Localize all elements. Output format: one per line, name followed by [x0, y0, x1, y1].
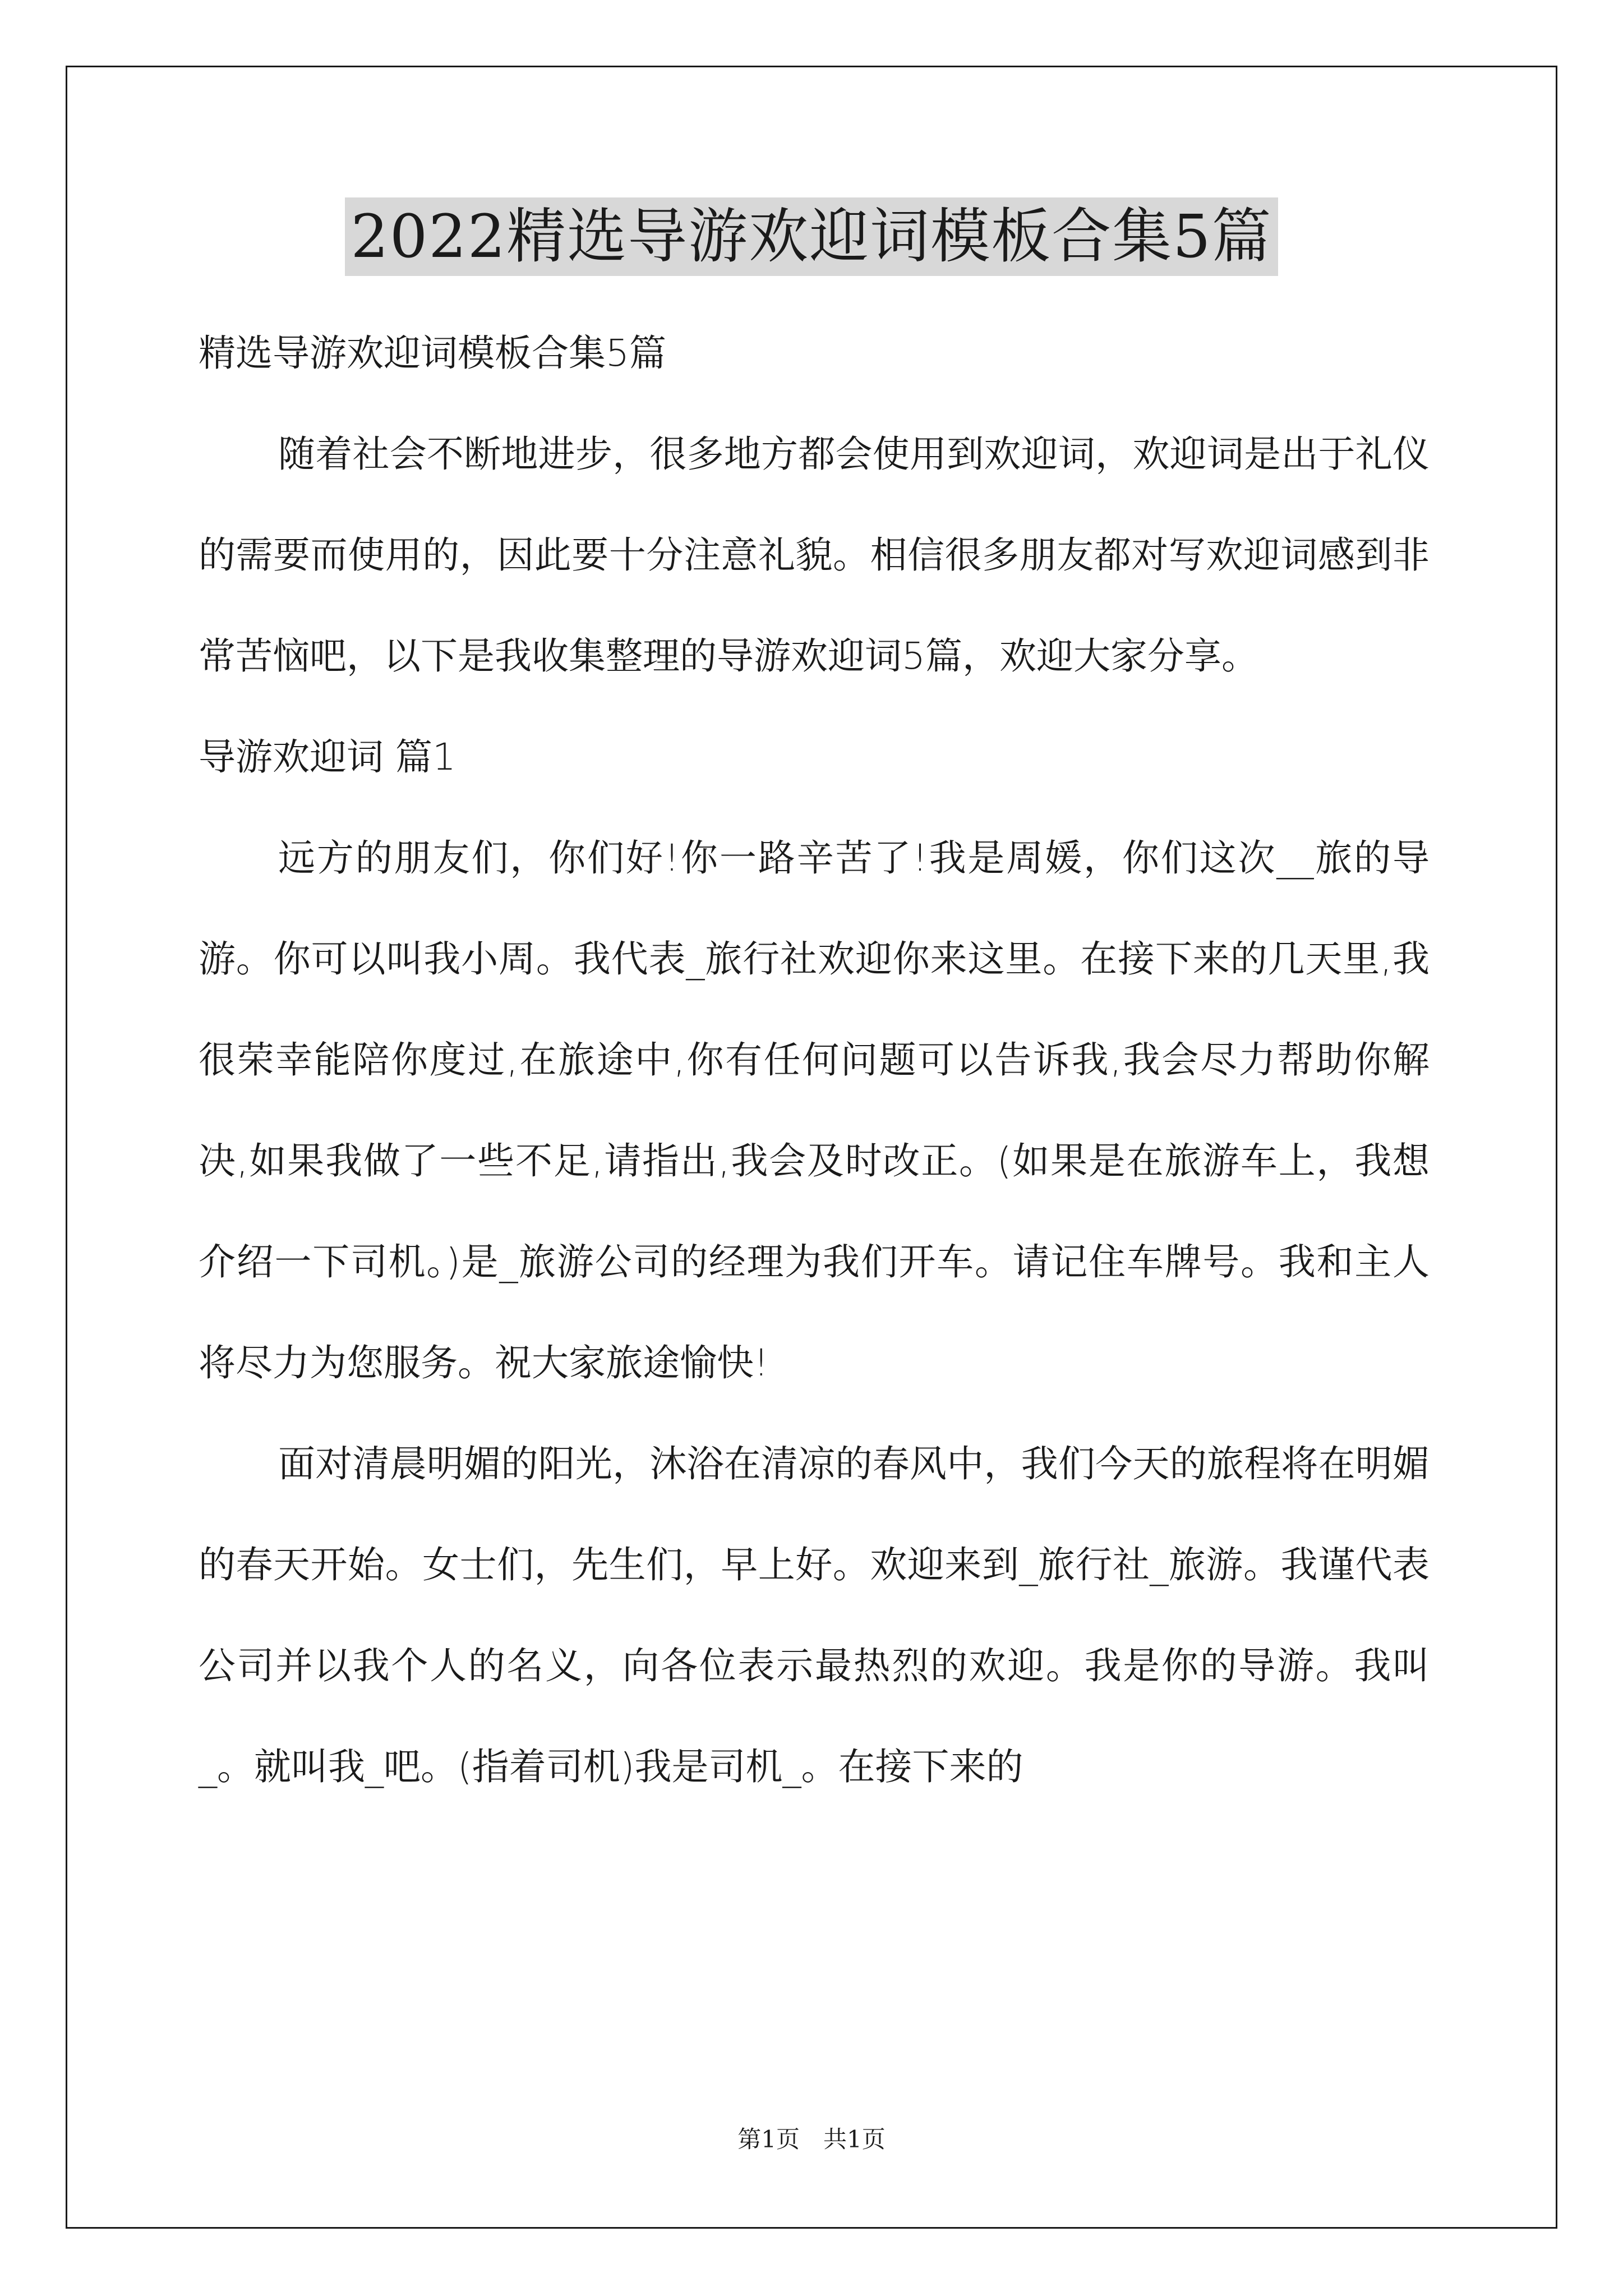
paragraph: 导游欢迎词 篇1 [199, 735, 456, 779]
document-body [199, 303, 1430, 1818]
paragraph: 远方的朋友们，你们好!你一路辛苦了!我是周媛，你们这次__旅的导游。你可以叫我小周。我代表_旅行社欢迎你来这里。在接下来的几天里,我很荣幸能陪你度过,在旅途中,你有任何问题可以告诉我,我会尽力帮助你解决,如果我做了一些不足,请指出,我会及时改正。(如果是在旅游车上，我想介绍一下司机。)是_旅游公司的经理为我们开车。请记住车牌号。我和主人将尽力为您服务。祝大家旅途愉快! [199, 836, 1430, 1384]
document-title: 2022精选导游欢迎词模板合集5篇 [345, 197, 1278, 276]
paragraph: 面对清晨明媚的阳光，沐浴在清凉的春风中，我们今天的旅程将在明媚的春天开始。女士们，先生们，早上好。欢迎来到_旅行社_旅游。我谨代表公司并以我个人的名义，向各位表示最热烈的欢迎。我是你的导游。我叫_。就叫我_吧。(指着司机)我是司机_。在接下来的 [199, 1442, 1430, 1788]
page-footer: 第1页 共1页 [737, 2125, 886, 2153]
paragraph: 随着社会不断地进步，很多地方都会使用到欢迎词，欢迎词是出于礼仪的需要而使用的，因此要十分注意礼貌。相信很多朋友都对写欢迎词感到非常苦恼吧，以下是我收集整理的导游欢迎词5篇，欢迎大家分享。 [199, 432, 1430, 678]
paragraph: 精选导游欢迎词模板合集5篇 [199, 332, 666, 375]
document-title-block [0, 197, 1623, 276]
